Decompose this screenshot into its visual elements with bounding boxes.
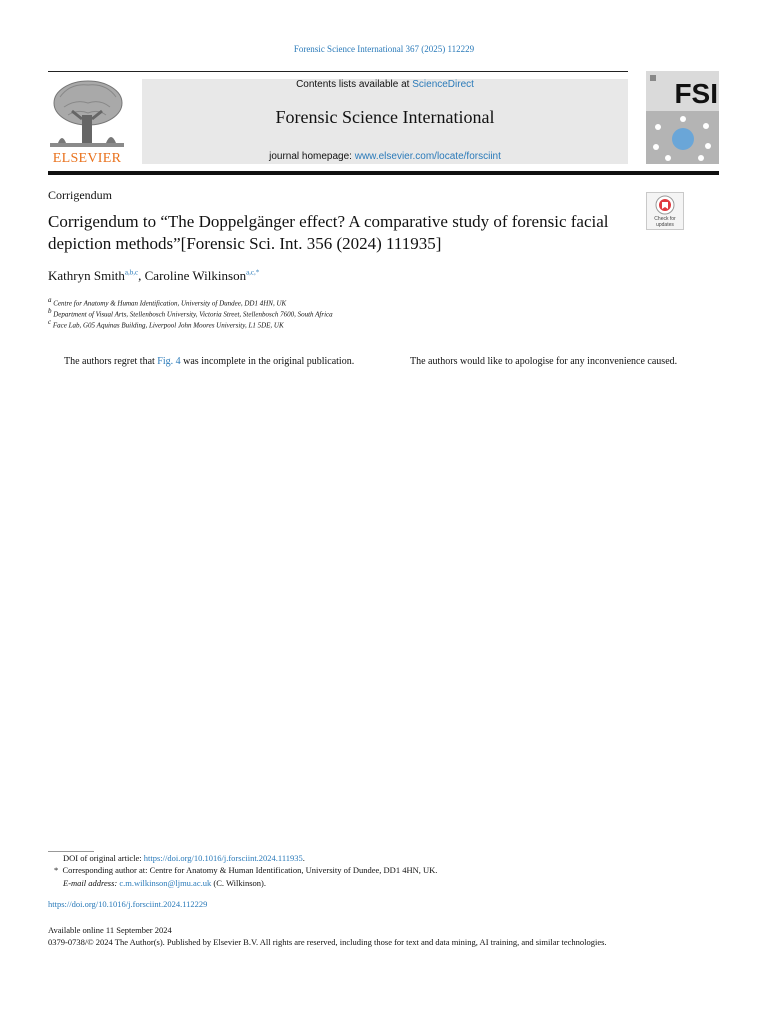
svg-text:updates: updates [656, 222, 674, 228]
homepage-prefix: journal homepage: [269, 151, 355, 162]
email-footnote [63, 878, 266, 888]
affiliation-label: a [48, 296, 52, 304]
body-paragraph [48, 355, 372, 368]
original-doi-footnote [63, 853, 305, 863]
affiliation-text: Department of Visual Arts, Stellenbosch University, Victoria Street, Stellenbosch 7600, South Africa [53, 310, 333, 319]
cover-abbrev: FSI [674, 78, 718, 109]
journal-title: Forensic Science International [275, 107, 495, 127]
body-text: was incomplete in the original publication. [180, 356, 355, 367]
corresponding-text: Corresponding author at: Centre for Anatomy & Human Identification, University of Dundee, DD1 4HN, UK. [62, 865, 438, 875]
homepage-line [142, 151, 628, 162]
affiliation [48, 318, 284, 329]
svg-text:Check for: Check for [654, 216, 676, 222]
available-online: Available online 11 September 2024 [48, 925, 172, 935]
article-type: Corrigendum [48, 188, 112, 202]
figure-link[interactable]: Fig. 4 [157, 356, 181, 367]
author-affiliation-marks[interactable]: a,c,* [246, 268, 260, 277]
email-end: (C. Wilkinson). [211, 878, 266, 888]
body-text: The authors regret that [64, 356, 158, 367]
footnote-rule [48, 851, 94, 852]
elsevier-tree-icon [48, 79, 126, 151]
header-thick-rule [48, 171, 719, 175]
article-doi-link[interactable]: https://doi.org/10.1016/j.forsciint.2024.112229 [48, 899, 208, 909]
corresponding-author-footnote [54, 865, 437, 875]
check-for-updates-badge[interactable] [646, 192, 684, 230]
journal-reference[interactable]: Forensic Science International 367 (2025) 112229 [293, 44, 475, 54]
sciencedirect-link[interactable]: ScienceDirect [412, 79, 474, 90]
copyright-notice: 0379-0738/© 2024 The Author(s). Published by Elsevier B.V. All rights are reserved, including those for text and data mining, AI training, and similar technologies. [48, 937, 607, 947]
author-affiliation-marks[interactable]: a,b,c [124, 268, 139, 277]
elsevier-wordmark: ELSEVIER [52, 151, 122, 166]
article-title: Corrigendum to “The Doppelgänger effect? A comparative study of forensic facial depiction methods”[Forensic Sci. Int. 356 (2024) 111935] [48, 212, 609, 253]
journal-banner [142, 79, 628, 164]
doi-label: DOI of original article: [63, 853, 144, 863]
author-name[interactable]: Caroline Wilkinson [144, 268, 247, 283]
original-doi-link[interactable]: https://doi.org/10.1016/j.forsciint.2024.111935 [143, 853, 303, 863]
contents-line [142, 79, 628, 90]
check-for-updates-icon [647, 193, 683, 229]
author-separator: , [138, 268, 145, 283]
contents-prefix: Contents lists available at [296, 79, 413, 90]
footnote-punctuation: . [302, 853, 305, 863]
header-rule [48, 71, 628, 72]
journal-cover[interactable] [646, 71, 719, 164]
body-paragraph: The authors would like to apologise for any inconvenience caused. [410, 356, 678, 367]
author-list [48, 268, 259, 284]
email-link[interactable]: c.m.wilkinson@ljmu.ac.uk [119, 878, 212, 888]
journal-cover-image [646, 71, 719, 164]
affiliation [48, 307, 333, 318]
corresponding-mark: * [54, 865, 59, 875]
homepage-link[interactable]: www.elsevier.com/locate/forsciint [354, 151, 501, 162]
affiliation-label: b [48, 307, 52, 315]
affiliation-text: Centre for Anatomy & Human Identification, University of Dundee, DD1 4HN, UK [53, 299, 287, 308]
affiliation-text: Face Lab, G05 Aquinas Building, Liverpool John Moores University, L1 5DE, UK [52, 321, 284, 330]
email-label: E-mail address: [63, 878, 120, 888]
affiliation-label: c [48, 318, 52, 326]
affiliation [48, 296, 286, 307]
author-name[interactable]: Kathryn Smith [48, 268, 125, 283]
